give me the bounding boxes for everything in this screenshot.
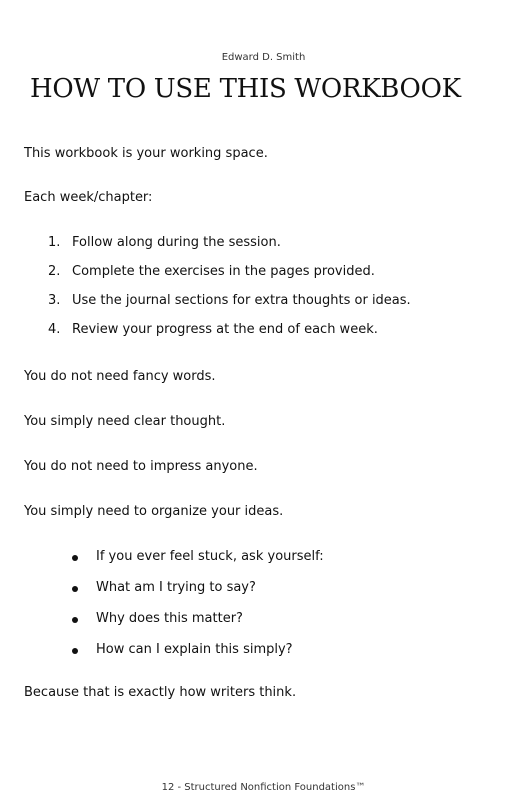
- bullet-icon: [72, 555, 78, 561]
- page-title: HOW TO USE THIS WORKBOOK: [30, 74, 461, 104]
- statement-paragraph: You simply need clear thought.: [24, 414, 226, 429]
- list-item-text: Review your progress at the end of each week.: [72, 322, 378, 337]
- list-item-text: Use the journal sections for extra thoughts or ideas.: [72, 293, 411, 308]
- list-item-text: Why does this matter?: [96, 611, 243, 626]
- list-item-text: Complete the exercises in the pages provided.: [72, 264, 375, 279]
- running-header-author: Edward D. Smith: [221, 52, 306, 63]
- list-number: 1.: [48, 235, 61, 250]
- list-item-text: How can I explain this simply?: [96, 642, 293, 657]
- page-footer: 12 - Structured Nonfiction Foundations™: [161, 782, 366, 793]
- intro-paragraph: This workbook is your working space.: [24, 146, 268, 161]
- statement-paragraph: You do not need fancy words.: [24, 369, 216, 384]
- list-number: 3.: [48, 293, 61, 308]
- list-number: 4.: [48, 322, 61, 337]
- list-item-text: Follow along during the session.: [72, 235, 281, 250]
- closing-paragraph: Because that is exactly how writers think.: [24, 685, 297, 700]
- statement-paragraph: You do not need to impress anyone.: [24, 459, 258, 474]
- list-number: 2.: [48, 264, 61, 279]
- list-item-text: What am I trying to say?: [96, 580, 256, 595]
- bullet-icon: [72, 648, 78, 654]
- statement-paragraph: You simply need to organize your ideas.: [24, 504, 284, 519]
- list-item-text: If you ever feel stuck, ask yourself:: [96, 549, 324, 564]
- bullet-icon: [72, 617, 78, 623]
- bullet-icon: [72, 586, 78, 592]
- each-week-paragraph: Each week/chapter:: [24, 190, 153, 205]
